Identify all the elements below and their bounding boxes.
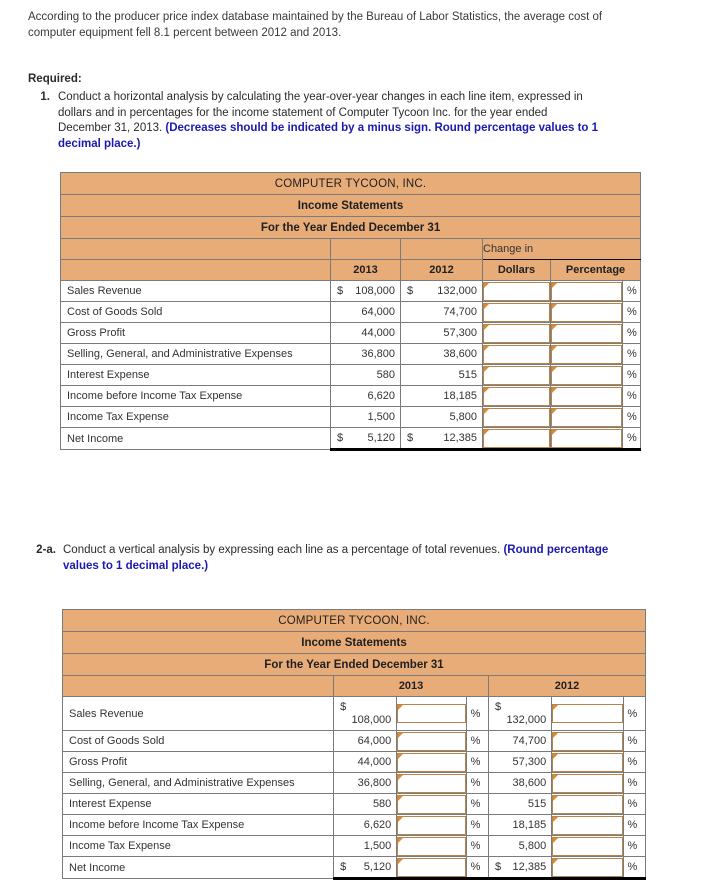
table-row bbox=[63, 815, 646, 836]
percentage-input[interactable] bbox=[397, 816, 465, 835]
table2-row5-2012 bbox=[489, 815, 552, 836]
percentage-input[interactable] bbox=[552, 837, 622, 856]
percentage-input[interactable] bbox=[397, 774, 465, 793]
table1-company-title: COMPUTER TYCOON, INC. bbox=[61, 173, 641, 195]
table1-row1-dollars-cell bbox=[483, 302, 551, 323]
table1-row3-dollars-cell bbox=[483, 344, 551, 365]
table2-row4-pct2012-cell bbox=[552, 794, 623, 815]
table2-row1-2013-value: 64,000 bbox=[357, 735, 392, 747]
percentage-input[interactable] bbox=[397, 704, 465, 723]
dollars-input[interactable] bbox=[483, 282, 550, 301]
table1-row5-dollars-cell bbox=[483, 386, 551, 407]
currency-symbol: $ bbox=[495, 700, 502, 713]
table1-row7-2012-value: 12,385 bbox=[443, 432, 477, 444]
table1-row4-label: Interest Expense bbox=[61, 365, 331, 386]
percent-sign: % bbox=[623, 857, 645, 879]
table1-row7-dollars-cell bbox=[483, 428, 551, 450]
table2-header-2012: 2012 bbox=[489, 676, 646, 697]
table1-row5-2013-value: 6,620 bbox=[367, 390, 395, 402]
table2-row6-pct2012-cell bbox=[552, 836, 623, 857]
dollars-input[interactable] bbox=[483, 408, 550, 427]
table1-row5-2012-value: 18,185 bbox=[443, 390, 477, 402]
percentage-input[interactable] bbox=[552, 732, 622, 751]
percentage-input[interactable] bbox=[551, 429, 622, 448]
table1-period-row bbox=[61, 217, 641, 239]
table1-group-row bbox=[61, 239, 641, 260]
table2-row0-label: Sales Revenue bbox=[63, 697, 334, 731]
table1-row1-2013-value: 64,000 bbox=[361, 306, 395, 318]
table2-row2-pct2012-cell bbox=[552, 752, 623, 773]
percent-sign: % bbox=[623, 731, 645, 752]
percentage-input[interactable] bbox=[552, 774, 622, 793]
table2-row0-pct2013-cell bbox=[397, 697, 466, 731]
table2-row2-2012-value: 57,300 bbox=[512, 756, 547, 768]
percent-sign: % bbox=[466, 857, 488, 879]
currency-symbol: $ bbox=[407, 285, 414, 297]
table2-row6-2012-value: 5,800 bbox=[518, 840, 547, 852]
table1-row7-2013-value: 5,120 bbox=[367, 432, 395, 444]
table2-row6-2013 bbox=[334, 836, 397, 857]
table1-row6-label: Income Tax Expense bbox=[61, 407, 331, 428]
table2-row3-label: Selling, General, and Administrative Expenses bbox=[63, 773, 334, 794]
table1-header-dollars: Dollars bbox=[483, 260, 551, 281]
table1-row3-label: Selling, General, and Administrative Expenses bbox=[61, 344, 331, 365]
table2-period: For the Year Ended December 31 bbox=[63, 654, 646, 676]
table-row bbox=[63, 752, 646, 773]
table1-group-spacer-2012 bbox=[401, 239, 483, 260]
table-row bbox=[63, 697, 646, 731]
table2-row6-2013-value: 1,500 bbox=[363, 840, 392, 852]
table-row bbox=[63, 731, 646, 752]
dollars-input[interactable] bbox=[483, 366, 550, 385]
table1-row1-percentage-cell bbox=[551, 302, 623, 323]
table1-column-header-row bbox=[61, 260, 641, 281]
table-row bbox=[61, 428, 641, 450]
table1-header-2012: 2012 bbox=[401, 260, 483, 281]
percent-sign: % bbox=[623, 365, 641, 386]
table2-title-row bbox=[63, 610, 646, 632]
table1-row3-2013-value: 36,800 bbox=[361, 348, 395, 360]
table-row bbox=[63, 836, 646, 857]
table2-subtitle-row bbox=[63, 632, 646, 654]
requirement-1-text bbox=[58, 90, 603, 152]
table2-row6-2012 bbox=[489, 836, 552, 857]
table1-row2-2012-value: 57,300 bbox=[443, 327, 477, 339]
table-row bbox=[61, 386, 641, 407]
table2-row2-2013-value: 44,000 bbox=[357, 756, 392, 768]
percent-sign: % bbox=[623, 697, 645, 731]
table2-row1-label: Cost of Goods Sold bbox=[63, 731, 334, 752]
requirement-2a bbox=[28, 543, 618, 574]
table2-row0-2013-value: 108,000 bbox=[351, 713, 392, 726]
table1-row2-2012 bbox=[401, 323, 483, 344]
table1-row4-2013 bbox=[331, 365, 401, 386]
table2-row2-2013 bbox=[334, 752, 397, 773]
table2-row1-2012-value: 74,700 bbox=[512, 735, 547, 747]
table2-row4-pct2013-cell bbox=[397, 794, 466, 815]
percent-sign: % bbox=[623, 773, 645, 794]
table1-header-blank bbox=[61, 260, 331, 281]
table2-row4-2013-value: 580 bbox=[372, 798, 392, 810]
currency-symbol: $ bbox=[337, 285, 344, 297]
table-row bbox=[61, 281, 641, 302]
table1-row4-percentage-cell bbox=[551, 365, 623, 386]
table-row bbox=[61, 344, 641, 365]
dollars-input[interactable] bbox=[483, 345, 550, 364]
table-row bbox=[61, 407, 641, 428]
percentage-input[interactable] bbox=[551, 366, 622, 385]
table2-row0-2013 bbox=[334, 697, 397, 731]
table1-row7-2013 bbox=[331, 428, 401, 450]
percent-sign: % bbox=[623, 344, 641, 365]
percentage-input[interactable] bbox=[397, 837, 465, 856]
table2-row5-2013-value: 6,620 bbox=[363, 819, 392, 831]
table1-row1-label: Cost of Goods Sold bbox=[61, 302, 331, 323]
table1-subtitle: Income Statements bbox=[61, 195, 641, 217]
table2-company-title: COMPUTER TYCOON, INC. bbox=[63, 610, 646, 632]
table1-row2-2013-value: 44,000 bbox=[361, 327, 395, 339]
table1-row4-2013-value: 580 bbox=[376, 369, 395, 381]
table1-group-spacer-label bbox=[61, 239, 331, 260]
table2-row6-label: Income Tax Expense bbox=[63, 836, 334, 857]
table2-row2-label: Gross Profit bbox=[63, 752, 334, 773]
percent-sign: % bbox=[623, 752, 645, 773]
requirement-2a-highlight: (Round percentage values to 1 decimal place.) bbox=[63, 544, 609, 572]
percentage-input[interactable] bbox=[551, 303, 622, 322]
requirement-2a-plain: Conduct a vertical analysis by expressing each line as a percentage of total revenues. bbox=[63, 544, 504, 556]
table1-row4-2012 bbox=[401, 365, 483, 386]
percentage-input[interactable] bbox=[552, 816, 622, 835]
percentage-input[interactable] bbox=[552, 704, 622, 723]
dollars-input[interactable] bbox=[483, 387, 550, 406]
percentage-input[interactable] bbox=[551, 324, 622, 343]
table1-subtitle-row bbox=[61, 195, 641, 217]
table2-row5-label: Income before Income Tax Expense bbox=[63, 815, 334, 836]
percentage-input[interactable] bbox=[551, 345, 622, 364]
table1-row2-dollars-cell bbox=[483, 323, 551, 344]
table1-row5-label: Income before Income Tax Expense bbox=[61, 386, 331, 407]
table2-row7-pct2012-cell bbox=[552, 857, 623, 879]
table1-row7-label: Net Income bbox=[61, 428, 331, 450]
table2-row4-2012-value: 515 bbox=[527, 798, 547, 810]
percent-sign: % bbox=[466, 697, 488, 731]
table1-row0-percentage-cell bbox=[551, 281, 623, 302]
table1-row0-2013-value: 108,000 bbox=[355, 285, 395, 297]
table1-row1-2012-value: 74,700 bbox=[443, 306, 477, 318]
requirement-2a-number: 2-a. bbox=[36, 544, 56, 556]
horizontal-analysis-table bbox=[60, 172, 641, 451]
table1-row3-2012 bbox=[401, 344, 483, 365]
percent-sign: % bbox=[623, 428, 641, 450]
table1-row0-2012 bbox=[401, 281, 483, 302]
percent-sign: % bbox=[623, 836, 645, 857]
table2-row7-2012-value: 12,385 bbox=[512, 861, 547, 873]
dollars-input[interactable] bbox=[483, 324, 550, 343]
percent-sign: % bbox=[466, 773, 488, 794]
intro-paragraph: According to the producer price index database maintained by the Bureau of Labor Statistics, the average cost of computer equipment fell 8.1 percent between 2012 and 2013. bbox=[28, 11, 603, 39]
table2-row3-2013 bbox=[334, 773, 397, 794]
table1-row6-dollars-cell bbox=[483, 407, 551, 428]
table1-row3-2013 bbox=[331, 344, 401, 365]
percent-sign: % bbox=[623, 407, 641, 428]
required-heading: Required: bbox=[28, 73, 82, 85]
requirement-1 bbox=[28, 90, 603, 152]
table1-header-percentage: Percentage bbox=[551, 260, 641, 281]
table1-row0-label: Sales Revenue bbox=[61, 281, 331, 302]
table1-row4-dollars-cell bbox=[483, 365, 551, 386]
dollars-input[interactable] bbox=[483, 303, 550, 322]
table-row bbox=[63, 794, 646, 815]
table-row bbox=[63, 773, 646, 794]
table2-row0-pct2012-cell bbox=[552, 697, 623, 731]
table-row bbox=[61, 323, 641, 344]
currency-symbol: $ bbox=[407, 432, 414, 444]
table2-row1-2012 bbox=[489, 731, 552, 752]
requirement-1-highlight: (Decreases should be indicated by a minus sign. Round percentage values to 1 decimal place.) bbox=[58, 122, 599, 150]
percentage-input[interactable] bbox=[552, 858, 622, 877]
table2-row0-2012-value: 132,000 bbox=[506, 713, 547, 726]
requirement-1-number: 1. bbox=[40, 91, 50, 103]
table2-row0-2012 bbox=[489, 697, 552, 731]
table1-title-row bbox=[61, 173, 641, 195]
table1-group-spacer-2013 bbox=[331, 239, 401, 260]
table2-row1-pct2013-cell bbox=[397, 731, 466, 752]
percent-sign: % bbox=[466, 794, 488, 815]
table2-row0-2012-stack bbox=[489, 701, 551, 727]
percentage-input[interactable] bbox=[397, 858, 465, 877]
table2-subtitle: Income Statements bbox=[63, 632, 646, 654]
table2-row5-pct2012-cell bbox=[552, 815, 623, 836]
table1-row2-percentage-cell bbox=[551, 323, 623, 344]
percentage-input[interactable] bbox=[552, 795, 622, 814]
percent-sign: % bbox=[466, 836, 488, 857]
percent-sign: % bbox=[466, 752, 488, 773]
vertical-analysis-table bbox=[62, 609, 646, 880]
percentage-input[interactable] bbox=[551, 387, 622, 406]
dollars-input[interactable] bbox=[483, 429, 550, 448]
table1-row0-2013 bbox=[331, 281, 401, 302]
table1-row7-percentage-cell bbox=[551, 428, 623, 450]
requirement-2a-text bbox=[63, 543, 618, 574]
currency-symbol: $ bbox=[340, 861, 347, 873]
table2-period-row bbox=[63, 654, 646, 676]
percent-sign: % bbox=[466, 731, 488, 752]
table2-header-blank bbox=[63, 676, 334, 697]
percentage-input[interactable] bbox=[552, 753, 622, 772]
table2-row3-2013-value: 36,800 bbox=[357, 777, 392, 789]
table1-row6-2013-value: 1,500 bbox=[367, 411, 395, 423]
currency-symbol: $ bbox=[337, 432, 344, 444]
currency-symbol: $ bbox=[340, 700, 347, 713]
table2-row2-pct2013-cell bbox=[397, 752, 466, 773]
table2-row7-label: Net Income bbox=[63, 857, 334, 879]
table1-change-in-header: Change in bbox=[483, 239, 641, 260]
table1-header-2013: 2013 bbox=[331, 260, 401, 281]
percent-sign: % bbox=[623, 281, 641, 302]
table2-row4-2013 bbox=[334, 794, 397, 815]
percentage-input[interactable] bbox=[397, 753, 465, 772]
percent-sign: % bbox=[466, 815, 488, 836]
percent-sign: % bbox=[623, 386, 641, 407]
table1-row6-2012 bbox=[401, 407, 483, 428]
table1-row3-2012-value: 38,600 bbox=[443, 348, 477, 360]
table1-row2-label: Gross Profit bbox=[61, 323, 331, 344]
table1-period: For the Year Ended December 31 bbox=[61, 217, 641, 239]
table2-row3-pct2013-cell bbox=[397, 773, 466, 794]
table2-row3-2012-value: 38,600 bbox=[512, 777, 547, 789]
table2-row7-pct2013-cell bbox=[397, 857, 466, 879]
table2-row6-pct2013-cell bbox=[397, 836, 466, 857]
table2-row4-label: Interest Expense bbox=[63, 794, 334, 815]
table2-row0-2013-stack bbox=[334, 701, 396, 727]
table1-row0-dollars-cell bbox=[483, 281, 551, 302]
percent-sign: % bbox=[623, 302, 641, 323]
table1-row6-percentage-cell bbox=[551, 407, 623, 428]
table1-row3-percentage-cell bbox=[551, 344, 623, 365]
table2-header-2013: 2013 bbox=[334, 676, 489, 697]
table1-row7-2012 bbox=[401, 428, 483, 450]
percent-sign: % bbox=[623, 794, 645, 815]
percentage-input[interactable] bbox=[551, 282, 622, 301]
currency-symbol: $ bbox=[495, 861, 502, 873]
table1-row5-2012 bbox=[401, 386, 483, 407]
table1-row1-2012 bbox=[401, 302, 483, 323]
table1-row6-2013 bbox=[331, 407, 401, 428]
table2-row1-2013 bbox=[334, 731, 397, 752]
table2-row7-2013-value: 5,120 bbox=[363, 861, 392, 873]
table2-row5-pct2013-cell bbox=[397, 815, 466, 836]
requirement-1-plain: Conduct a horizontal analysis by calculating the year-over-year changes in each line item, expressed in dollars and in percentages for the income statement of Computer Tycoon Inc. for the year ended December 31, 2013. bbox=[58, 91, 583, 134]
table-row bbox=[61, 365, 641, 386]
table1-row5-percentage-cell bbox=[551, 386, 623, 407]
table1-row1-2013 bbox=[331, 302, 401, 323]
table2-column-header-row bbox=[63, 676, 646, 697]
percentage-input[interactable] bbox=[397, 795, 465, 814]
table-row bbox=[63, 857, 646, 879]
percentage-input[interactable] bbox=[551, 408, 622, 427]
table1-row6-2012-value: 5,800 bbox=[449, 411, 477, 423]
table2-row7-2013 bbox=[334, 857, 397, 879]
table2-row4-2012 bbox=[489, 794, 552, 815]
table2-row7-2012 bbox=[489, 857, 552, 879]
table2-row1-pct2012-cell bbox=[552, 731, 623, 752]
table-row bbox=[61, 302, 641, 323]
percent-sign: % bbox=[623, 323, 641, 344]
table1-row0-2012-value: 132,000 bbox=[437, 285, 477, 297]
percent-sign: % bbox=[623, 815, 645, 836]
table1-row5-2013 bbox=[331, 386, 401, 407]
percentage-input[interactable] bbox=[397, 732, 465, 751]
table1-row4-2012-value: 515 bbox=[458, 369, 477, 381]
table2-row3-2012 bbox=[489, 773, 552, 794]
table2-row2-2012 bbox=[489, 752, 552, 773]
table2-row5-2012-value: 18,185 bbox=[512, 819, 547, 831]
table2-row3-pct2012-cell bbox=[552, 773, 623, 794]
table2-row5-2013 bbox=[334, 815, 397, 836]
table1-row2-2013 bbox=[331, 323, 401, 344]
